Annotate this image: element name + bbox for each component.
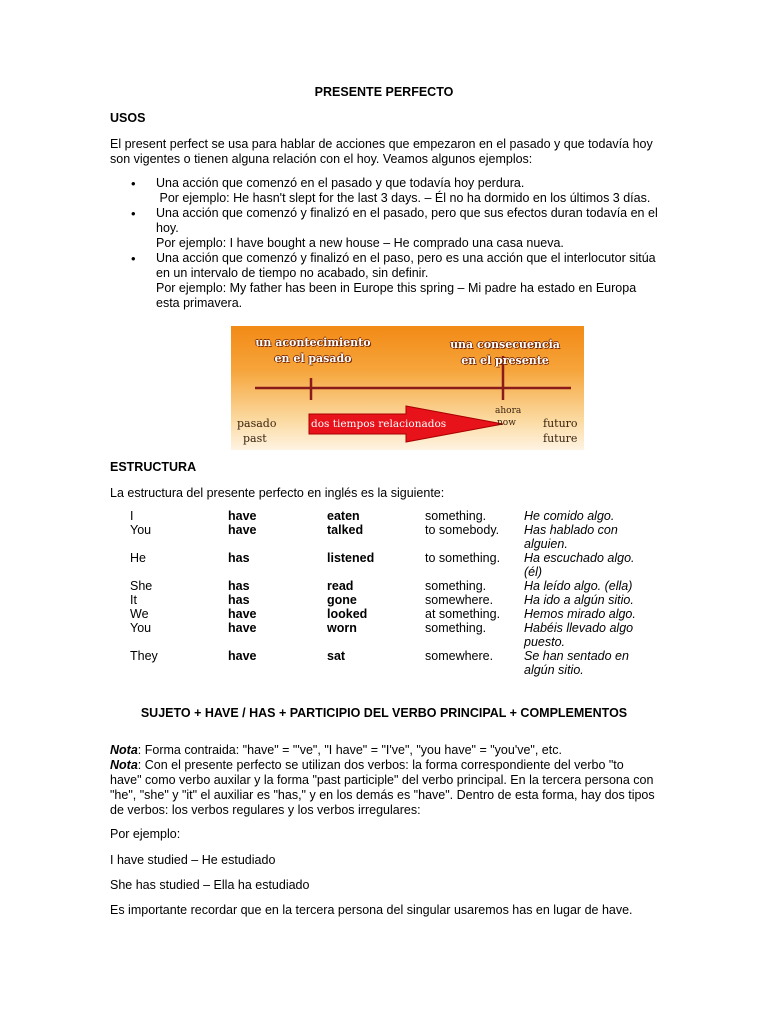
por-ejemplo: Por ejemplo: bbox=[110, 827, 181, 841]
translation-cell: Has hablado con alguien. bbox=[524, 523, 618, 551]
complement-cell: somewhere. bbox=[425, 593, 494, 607]
arrow-label: dos tiempos relacionados bbox=[311, 418, 447, 430]
conjugation-table bbox=[130, 509, 644, 677]
past-event-label-1: un acontecimiento bbox=[255, 336, 371, 349]
list-item bbox=[110, 251, 658, 311]
subject-cell: She bbox=[130, 579, 153, 593]
list-item-example: Por ejemplo: My father has been in Europe this spring – Mi padre ha estado en Europa esta primavera. bbox=[156, 281, 637, 310]
closing-note: Es importante recordar que en la tercera persona del singular usaremos has en lugar de have. bbox=[110, 903, 633, 917]
aux-cell: have bbox=[228, 523, 257, 537]
table-row bbox=[130, 593, 644, 607]
translation-cell: Habéis llevado algo puesto. bbox=[524, 621, 634, 649]
table-row bbox=[130, 607, 644, 621]
table-row bbox=[130, 649, 644, 677]
subject-cell: They bbox=[130, 649, 158, 663]
usos-list bbox=[110, 176, 658, 311]
aux-cell: have bbox=[228, 621, 257, 635]
aux-cell: have bbox=[228, 607, 257, 621]
estructura-intro: La estructura del presente perfecto en inglés es la siguiente: bbox=[110, 486, 445, 500]
translation-cell: Se han sentado en algún sitio. bbox=[524, 649, 629, 677]
past-event-label-2: en el pasado bbox=[274, 352, 352, 365]
translation-cell: Ha escuchado algo. (él) bbox=[524, 551, 635, 579]
consequence-label-2: en el presente bbox=[461, 354, 549, 367]
aux-cell: have bbox=[228, 509, 257, 523]
list-item-text: Una acción que comenzó en el pasado y que todavía hoy perdura. bbox=[156, 176, 525, 190]
participle-cell: looked bbox=[327, 607, 368, 621]
nota-2 bbox=[110, 758, 658, 818]
now-label: now bbox=[497, 418, 516, 428]
complement-cell: to something. bbox=[425, 551, 501, 565]
subject-cell: It bbox=[130, 593, 137, 607]
list-item-text: Una acción que comenzó y finalizó en el pasado, pero que sus efectos duran todavía en el hoy. bbox=[156, 206, 658, 235]
usos-intro: El present perfect se usa para hablar de acciones que empezaron en el pasado y que todavía hoy son vigentes o tienen alguna relación con el hoy. Veamos algunos ejemplos: bbox=[110, 137, 653, 166]
nota-2-text: : Con el presente perfecto se utilizan dos verbos: la forma correspondiente del verbo "to have" como verbo auxilar y la forma "past participle" del verbo principal. En la tercera persona con "he", "she" y "it" el auxiliar es "has," y en los demás es "have". Dentro de esta forma, hay dos tipos de verbos: los verbos regulares y los verbos irregulares: bbox=[110, 758, 655, 817]
participle-cell: read bbox=[327, 579, 354, 593]
complement-cell: something. bbox=[425, 621, 487, 635]
page-title: PRESENTE PERFECTO bbox=[314, 85, 454, 99]
past-label: past bbox=[243, 432, 267, 445]
translation-cell: He comido algo. bbox=[524, 509, 615, 523]
translation-cell: Hemos mirado algo. bbox=[524, 607, 636, 621]
consequence-label-1: una consecuencia bbox=[450, 338, 560, 351]
table-row bbox=[130, 621, 644, 649]
complement-cell: something. bbox=[425, 509, 487, 523]
aux-cell: have bbox=[228, 649, 257, 663]
document-page bbox=[110, 0, 658, 1024]
subject-cell: You bbox=[130, 523, 152, 537]
subject-cell: You bbox=[130, 621, 152, 635]
table-row bbox=[130, 551, 644, 579]
complement-cell: to somebody. bbox=[425, 523, 500, 537]
nota-1-text: : Forma contraida: "have" = "'ve", "I have" = "I've", "you have" = "you've", etc. bbox=[137, 743, 562, 757]
pasado-label: pasado bbox=[237, 417, 277, 430]
nota-1 bbox=[110, 743, 658, 758]
aux-cell: has bbox=[228, 579, 250, 593]
aux-cell: has bbox=[228, 593, 250, 607]
list-item-example: Por ejemplo: He hasn't slept for the last 3 days. – Él no ha dormido en los últimos 3 días. bbox=[156, 191, 651, 205]
future-label: future bbox=[543, 432, 578, 445]
estructura-heading: ESTRUCTURA bbox=[110, 460, 197, 474]
complement-cell: something. bbox=[425, 579, 487, 593]
structure-formula: SUJETO + HAVE / HAS + PARTICIPIO DEL VERBO PRINCIPAL + COMPLEMENTOS bbox=[140, 706, 628, 720]
timeline-illustration bbox=[231, 326, 584, 450]
list-item-text: Una acción que comenzó y finalizó en el paso, pero es una acción que el interlocutor sitúa en un intervalo de tiempo no acabado, sin definir. bbox=[156, 251, 656, 280]
table-row bbox=[130, 523, 644, 551]
complement-cell: somewhere. bbox=[425, 649, 494, 663]
table-row bbox=[130, 579, 644, 593]
nota-label: Nota bbox=[110, 758, 138, 772]
participle-cell: eaten bbox=[327, 509, 360, 523]
participle-cell: talked bbox=[327, 523, 364, 537]
futuro-label: futuro bbox=[543, 417, 578, 430]
participle-cell: sat bbox=[327, 649, 346, 663]
ahora-label: ahora bbox=[495, 406, 522, 416]
list-item bbox=[110, 206, 658, 251]
list-item-example: Por ejemplo: I have bought a new house – He comprado una casa nueva. bbox=[156, 236, 564, 250]
subject-cell: He bbox=[130, 551, 146, 565]
participle-cell: gone bbox=[327, 593, 357, 607]
participle-cell: worn bbox=[327, 621, 357, 635]
list-item bbox=[110, 176, 658, 206]
aux-cell: has bbox=[228, 551, 250, 565]
participle-cell: listened bbox=[327, 551, 375, 565]
translation-cell: Ha leído algo. (ella) bbox=[524, 579, 633, 593]
example-1: I have studied – He estudiado bbox=[110, 853, 276, 867]
nota-label: Nota bbox=[110, 743, 138, 757]
table-row bbox=[130, 509, 644, 523]
translation-cell: Ha ido a algún sitio. bbox=[524, 593, 634, 607]
complement-cell: at something. bbox=[425, 607, 501, 621]
example-2: She has studied – Ella ha estudiado bbox=[110, 878, 310, 892]
subject-cell: I bbox=[130, 509, 134, 523]
subject-cell: We bbox=[130, 607, 149, 621]
usos-heading: USOS bbox=[110, 111, 146, 125]
